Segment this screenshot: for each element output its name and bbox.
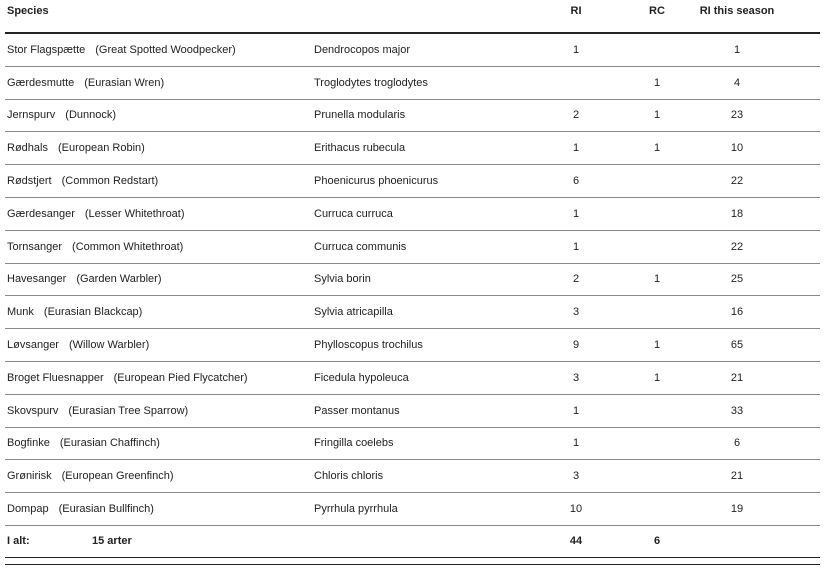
latin-name: Fringilla coelebs xyxy=(314,437,394,450)
table-row xyxy=(5,231,820,264)
rc-value: 1 xyxy=(653,76,661,89)
danish-name: Munk xyxy=(7,306,34,319)
season-value: 22 xyxy=(730,240,744,253)
english-name: (Eurasian Tree Sparrow) xyxy=(68,404,189,417)
table-row xyxy=(5,264,820,297)
rc-value xyxy=(617,231,697,263)
species-name xyxy=(7,493,154,525)
english-name: (Eurasian Wren) xyxy=(84,76,165,89)
latin-name: Prunella modularis xyxy=(314,109,406,122)
species-name xyxy=(7,395,188,427)
species-name xyxy=(7,67,164,99)
english-name: (Eurasian Chaffinch) xyxy=(59,437,160,450)
header-species: Species xyxy=(7,5,49,17)
ri-value: 6 xyxy=(572,175,580,188)
rc-value xyxy=(617,428,697,460)
footer-ri-total: 44 xyxy=(569,535,583,548)
season-value: 65 xyxy=(730,339,744,352)
season-value: 4 xyxy=(733,76,741,89)
ri-value: 3 xyxy=(572,306,580,319)
table-row xyxy=(5,329,820,362)
season-value: 25 xyxy=(730,273,744,286)
english-name: (Common Redstart) xyxy=(61,175,159,188)
latin-name: Ficedula hypoleuca xyxy=(314,371,409,384)
danish-name: Grønirisk xyxy=(7,470,52,483)
danish-name: Rødstjert xyxy=(7,175,52,188)
ri-value: 2 xyxy=(572,273,580,286)
species-name xyxy=(7,329,149,361)
table-row xyxy=(5,67,820,100)
ri-value: 1 xyxy=(572,240,580,253)
latin-name: Curruca communis xyxy=(314,240,407,253)
rc-value xyxy=(617,165,697,197)
rc-value xyxy=(617,34,697,66)
season-value: 1 xyxy=(733,43,741,56)
ringing-table xyxy=(5,0,820,558)
species-name xyxy=(7,100,116,132)
latin-name: Passer montanus xyxy=(314,404,400,417)
latin-name: Phoenicurus phoenicurus xyxy=(314,175,439,188)
rc-value: 1 xyxy=(653,273,661,286)
rc-value xyxy=(617,198,697,230)
danish-name: Stor Flagspætte xyxy=(7,43,86,56)
rc-value xyxy=(617,493,697,525)
latin-name: Erithacus rubecula xyxy=(314,142,406,155)
table-row xyxy=(5,428,820,461)
species-name xyxy=(7,231,183,263)
rc-value xyxy=(617,460,697,492)
rc-value: 1 xyxy=(653,339,661,352)
ri-value: 3 xyxy=(572,371,580,384)
table-footer xyxy=(5,526,820,558)
season-value: 19 xyxy=(730,503,744,516)
footer-label: I alt: xyxy=(7,535,30,548)
table-body xyxy=(5,34,820,526)
species-name xyxy=(7,460,174,492)
table-row xyxy=(5,34,820,67)
table-row xyxy=(5,460,820,493)
species-name xyxy=(7,264,162,296)
ri-value: 3 xyxy=(572,470,580,483)
species-name xyxy=(7,362,248,394)
table-row xyxy=(5,132,820,165)
species-name xyxy=(7,165,158,197)
season-value: 23 xyxy=(730,109,744,122)
latin-name: Dendrocopos major xyxy=(314,43,410,56)
latin-name: Pyrrhula pyrrhula xyxy=(314,503,398,516)
english-name: (Eurasian Bullfinch) xyxy=(58,503,154,516)
season-value: 33 xyxy=(730,404,744,417)
rc-value: 1 xyxy=(653,109,661,122)
english-name: (European Pied Flycatcher) xyxy=(113,371,248,384)
danish-name: Bogfinke xyxy=(7,437,50,450)
ri-value: 2 xyxy=(572,109,580,122)
rc-value xyxy=(617,296,697,328)
danish-name: Havesanger xyxy=(7,273,67,286)
danish-name: Skovspurv xyxy=(7,404,59,417)
danish-name: Gærdesanger xyxy=(7,207,75,220)
table-row xyxy=(5,165,820,198)
season-value: 16 xyxy=(730,306,744,319)
danish-name: Broget Fluesnapper xyxy=(7,371,104,384)
danish-name: Dompap xyxy=(7,503,49,516)
english-name: (Great Spotted Woodpecker) xyxy=(95,43,236,56)
table-row xyxy=(5,493,820,526)
species-name xyxy=(7,428,160,460)
table-row xyxy=(5,296,820,329)
table-row xyxy=(5,362,820,395)
latin-name: Sylvia borin xyxy=(314,273,371,286)
latin-name: Troglodytes troglodytes xyxy=(314,76,428,89)
table-row xyxy=(5,100,820,133)
species-name xyxy=(7,132,145,164)
species-name xyxy=(7,296,142,328)
ri-value: 1 xyxy=(572,142,580,155)
season-value: 10 xyxy=(730,142,744,155)
footer-species-count: 15 arter xyxy=(92,535,132,548)
ri-value: 1 xyxy=(572,43,580,56)
english-name: (Garden Warbler) xyxy=(76,273,162,286)
english-name: (European Robin) xyxy=(57,142,145,155)
table-row xyxy=(5,198,820,231)
species-name xyxy=(7,34,236,66)
ri-value: 9 xyxy=(572,339,580,352)
season-value: 22 xyxy=(730,175,744,188)
english-name: (Eurasian Blackcap) xyxy=(43,306,143,319)
latin-name: Chloris chloris xyxy=(314,470,384,483)
english-name: (Lesser Whitethroat) xyxy=(84,207,185,220)
table-row xyxy=(5,395,820,428)
english-name: (Dunnock) xyxy=(65,109,117,122)
header-ri: RI xyxy=(570,5,582,17)
rc-value: 1 xyxy=(653,371,661,384)
danish-name: Gærdesmutte xyxy=(7,76,75,89)
latin-name: Phylloscopus trochilus xyxy=(314,339,423,352)
header-season: RI this season xyxy=(699,5,775,17)
ri-value: 1 xyxy=(572,437,580,450)
ri-value: 10 xyxy=(569,503,583,516)
ri-value: 1 xyxy=(572,404,580,417)
danish-name: Tornsanger xyxy=(7,240,63,253)
danish-name: Rødhals xyxy=(7,142,48,155)
bottom-divider xyxy=(5,564,820,565)
season-value: 6 xyxy=(733,437,741,450)
english-name: (Willow Warbler) xyxy=(68,339,150,352)
ri-value xyxy=(536,67,616,99)
danish-name: Jernspurv xyxy=(7,109,56,122)
header-rc: RC xyxy=(649,5,665,17)
ri-value: 1 xyxy=(572,207,580,220)
season-value: 21 xyxy=(730,371,744,384)
english-name: (European Greenfinch) xyxy=(61,470,174,483)
season-value: 21 xyxy=(730,470,744,483)
rc-value xyxy=(617,395,697,427)
latin-name: Curruca curruca xyxy=(314,207,393,220)
table-header xyxy=(5,0,820,34)
latin-name: Sylvia atricapilla xyxy=(314,306,393,319)
footer-rc-total: 6 xyxy=(653,535,661,548)
species-name xyxy=(7,198,185,230)
danish-name: Løvsanger xyxy=(7,339,59,352)
rc-value: 1 xyxy=(653,142,661,155)
season-value: 18 xyxy=(730,207,744,220)
english-name: (Common Whitethroat) xyxy=(72,240,184,253)
